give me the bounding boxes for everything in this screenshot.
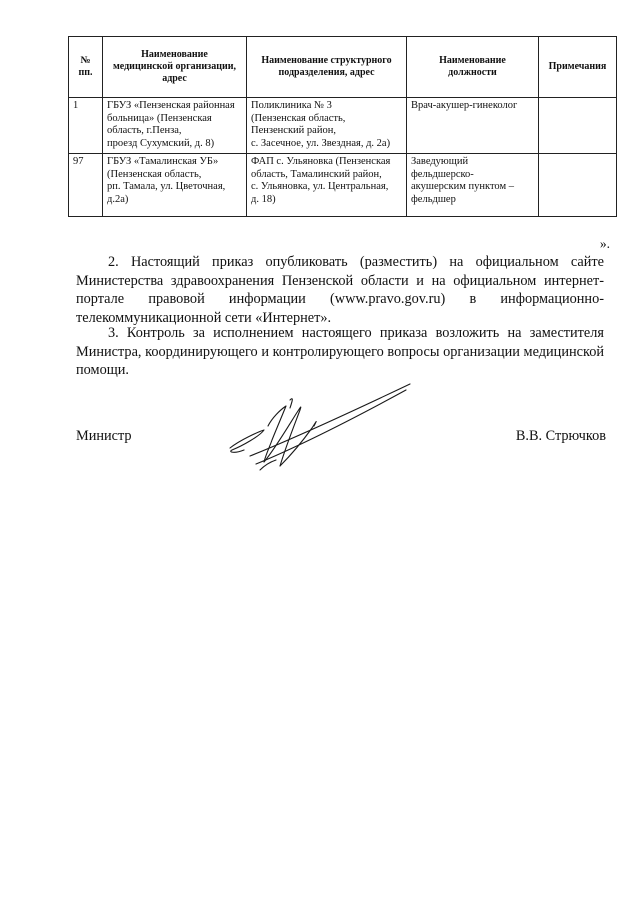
row-number: 1 bbox=[69, 98, 103, 154]
row-position: Врач-акушер-гинеколог bbox=[407, 98, 539, 154]
row-subdivision: Поликлиника № 3 (Пензенская область, Пензенский район, с. Засечное, ул. Звездная, д. 2а) bbox=[247, 98, 407, 154]
paragraph-publication: 2. Настоящий приказ опубликовать (разместить) на официальном сайте Министерства здравоохранения Пензенской области и на официальном интернет-портале правовой информации (www.pravo.gov.ru) в информационно-телекоммуникационной сети «Интернет». bbox=[76, 254, 604, 326]
closing-quote-mark: ». bbox=[599, 236, 610, 251]
row-number: 97 bbox=[69, 154, 103, 217]
paragraph-control: 3. Контроль за исполнением настоящего приказа возложить на заместителя Министра, координирующего и контролирующего вопросы организации медицинской помощи. bbox=[76, 325, 604, 379]
table-row bbox=[69, 98, 617, 154]
header-notes: Примечания bbox=[539, 37, 617, 98]
handwritten-signature bbox=[220, 370, 420, 480]
signatory-title: Министр bbox=[76, 428, 132, 444]
signatory-name: В.В. Стрючков bbox=[515, 428, 606, 444]
header-position: Наименование должности bbox=[407, 37, 539, 98]
header-organization: Наименование медицинской организации, адрес bbox=[103, 37, 247, 98]
row-notes bbox=[539, 98, 617, 154]
row-subdivision: ФАП с. Ульяновка (Пензенская область, Тамалинский район, с. Ульяновка, ул. Центральная, д. 18) bbox=[247, 154, 407, 217]
header-number: № пп. bbox=[69, 37, 103, 98]
row-notes bbox=[539, 154, 617, 217]
row-organization: ГБУЗ «Тамалинская УБ» (Пензенская область, рп. Тамала, ул. Цветочная, д.2а) bbox=[103, 154, 247, 217]
table-header-row bbox=[69, 37, 617, 98]
staff-positions-table bbox=[68, 36, 617, 217]
row-position: Заведующий фельдшерско- акушерским пунктом – фельдшер bbox=[407, 154, 539, 217]
row-organization: ГБУЗ «Пензенская районная больница» (Пензенская область, г.Пенза, проезд Сухумский, д. 8) bbox=[103, 98, 247, 154]
header-subdivision: Наименование структурного подразделения, адрес bbox=[247, 37, 407, 98]
table-row bbox=[69, 154, 617, 217]
